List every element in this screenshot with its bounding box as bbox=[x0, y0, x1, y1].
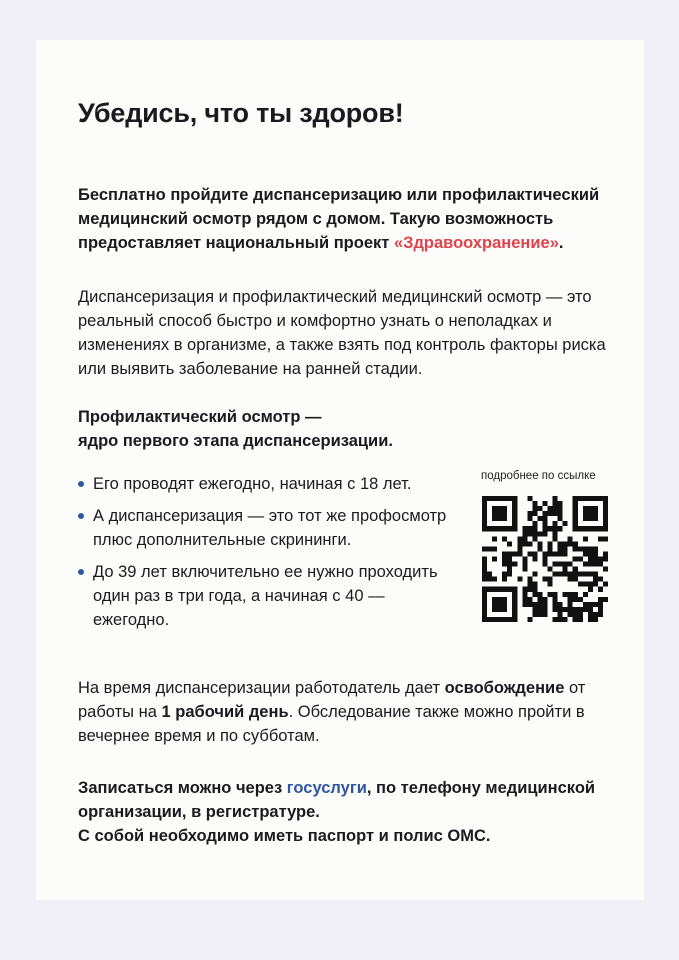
intro-end: . bbox=[558, 234, 564, 252]
gosuslugi-link[interactable]: госуслуги bbox=[286, 779, 367, 797]
bullet-icon bbox=[78, 569, 84, 575]
signup-paragraph bbox=[78, 776, 638, 848]
qr-code-icon[interactable] bbox=[482, 496, 608, 622]
page-title: Убедись, что ты здоров! bbox=[78, 98, 404, 128]
leaflet-page bbox=[36, 40, 644, 900]
intro-text: Бесплатно пройдите диспансеризацию или профилактический медицинский осмотр рядом с домом. Такую возможность предоставляет национальный проект bbox=[78, 186, 600, 252]
bullet-text: До 39 лет включительно ее нужно проходить один раз в три года, а начиная с 40 — ежегодно. bbox=[93, 563, 438, 629]
signup-line-2: С собой необходимо иметь паспорт и полис ОМС. bbox=[78, 827, 491, 845]
bullet-text: Его проводят ежегодно, начиная с 18 лет. bbox=[93, 475, 412, 493]
leave-bold-1: освобождение bbox=[444, 679, 565, 697]
list-item bbox=[78, 504, 458, 552]
project-link[interactable]: «Здравоохранение» bbox=[393, 234, 559, 252]
leave-text-2: от работы на bbox=[78, 679, 586, 721]
leave-paragraph bbox=[78, 676, 638, 748]
subheading-line-2: ядро первого этапа диспансеризации. bbox=[78, 432, 393, 450]
signup-text-2: , по телефону медицинской организации, в регистратуре. bbox=[78, 779, 596, 821]
bullet-icon bbox=[78, 481, 84, 487]
subheading bbox=[78, 405, 478, 453]
bullet-icon bbox=[78, 513, 84, 519]
intro-paragraph bbox=[78, 183, 618, 255]
subheading-line-1: Профилактический осмотр — bbox=[78, 408, 322, 426]
bullet-list bbox=[78, 472, 458, 640]
signup-text-1: Записаться можно через bbox=[78, 779, 287, 797]
leave-text-1: На время диспансеризации работодатель дает bbox=[78, 679, 445, 697]
list-item bbox=[78, 560, 458, 632]
description-paragraph: Диспансеризация и профилактический медицинский осмотр — это реальный способ быстро и комфортно узнать о неполадках и изменениях в организме, а также взять под контроль факторы риска или выявить заболевание на ранней стадии. bbox=[78, 288, 606, 378]
list-item bbox=[78, 472, 458, 496]
bullet-text: А диспансеризация — это тот же профосмотр плюс дополнительные скрининги. bbox=[93, 507, 447, 549]
leave-text-3: . Обследование также можно пройти в вечернее время и по субботам. bbox=[78, 703, 585, 745]
qr-caption: подробнее по ссылке bbox=[481, 470, 596, 482]
leave-bold-2: 1 рабочий день bbox=[161, 703, 289, 721]
